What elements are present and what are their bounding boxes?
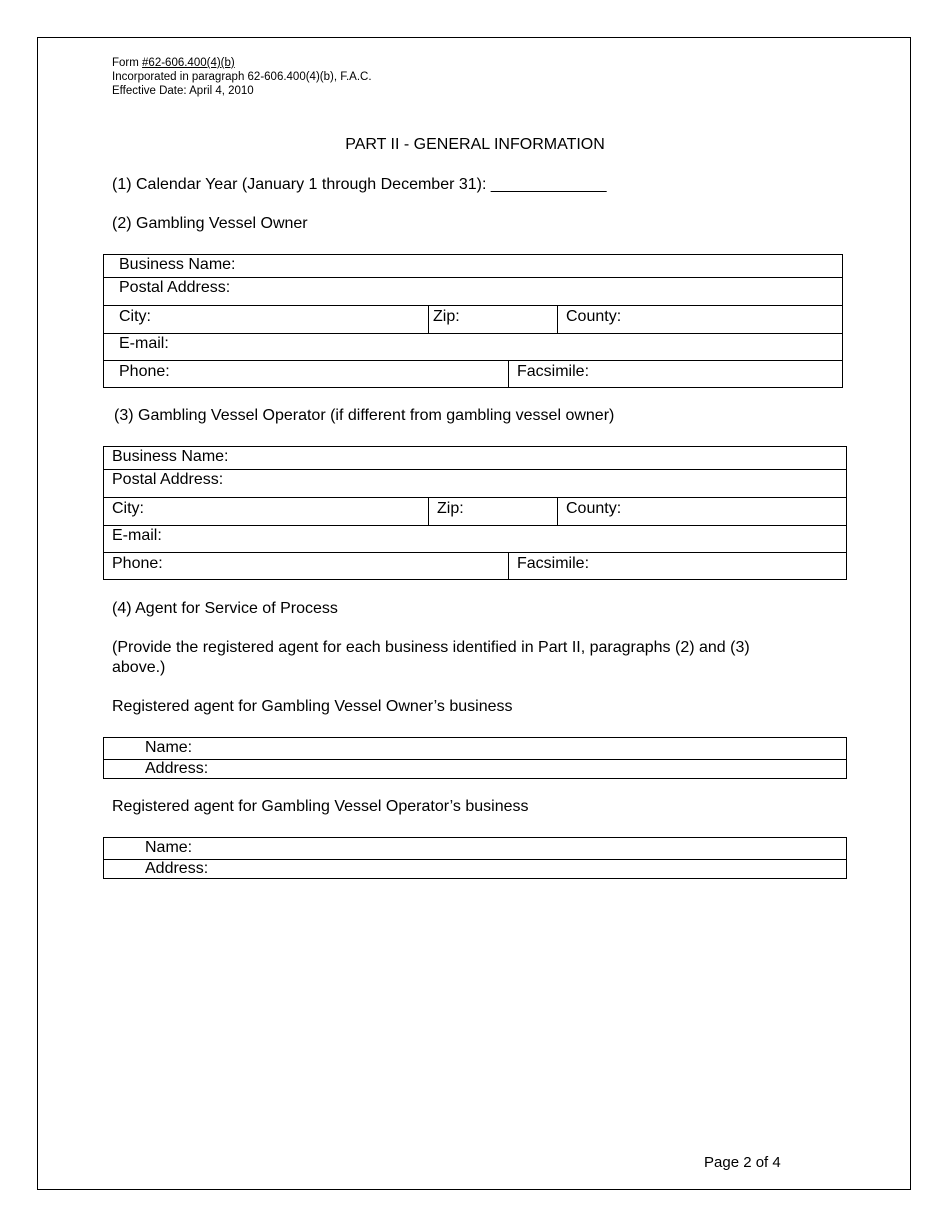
- owner-agent-heading: Registered agent for Gambling Vessel Owner’s business: [112, 698, 513, 715]
- owner-zip-label[interactable]: Zip:: [433, 308, 460, 325]
- owner-agent-table: [103, 737, 847, 779]
- agent-section-heading: (4) Agent for Service of Process: [112, 600, 338, 617]
- operator-business-name-label: Business Name:: [112, 448, 229, 465]
- owner-county-label[interactable]: County:: [566, 308, 622, 325]
- form-header: [112, 56, 372, 98]
- owner-agent-name-label: Name:: [145, 739, 193, 756]
- divider: [508, 361, 509, 387]
- page-number: Page 2 of 4: [704, 1154, 781, 1171]
- operator-section-heading: (3) Gambling Vessel Operator (if different from gambling vessel owner): [114, 407, 615, 424]
- operator-business-name-row[interactable]: [104, 447, 846, 469]
- operator-facsimile-label[interactable]: Facsimile:: [517, 555, 590, 572]
- operator-agent-address-label: Address:: [145, 860, 209, 877]
- owner-agent-address-label: Address:: [145, 760, 209, 777]
- owner-table: [103, 254, 843, 388]
- owner-phone-label[interactable]: Phone:: [119, 363, 170, 380]
- operator-phone-row: [104, 552, 846, 579]
- calendar-year-field[interactable]: (1) Calendar Year (January 1 through December 31): _____________: [112, 176, 607, 193]
- operator-phone-label[interactable]: Phone:: [112, 555, 163, 572]
- operator-agent-table: [103, 837, 847, 879]
- agent-instruction-line1: (Provide the registered agent for each business identified in Part II, paragraphs (2) and (3): [112, 639, 750, 656]
- owner-agent-name-row[interactable]: [104, 738, 846, 759]
- divider: [557, 498, 558, 525]
- owner-business-name-label: Business Name:: [119, 256, 236, 273]
- owner-phone-row: [104, 360, 842, 387]
- owner-postal-address-row[interactable]: [104, 277, 842, 305]
- operator-city-label[interactable]: City:: [112, 500, 144, 517]
- form-number: #62-606.400(4)(b): [142, 57, 235, 69]
- form-number-line: Form #62-606.400(4)(b): [112, 57, 235, 69]
- owner-facsimile-label[interactable]: Facsimile:: [517, 363, 590, 380]
- divider: [428, 306, 429, 333]
- operator-table: [103, 446, 847, 580]
- owner-business-name-row[interactable]: [104, 255, 842, 277]
- owner-city-row: [104, 305, 842, 333]
- operator-postal-address-label: Postal Address:: [112, 471, 224, 488]
- incorporated-line: Incorporated in paragraph 62-606.400(4)(b), F.A.C.: [112, 71, 372, 83]
- operator-agent-address-row[interactable]: [104, 859, 846, 878]
- divider: [508, 553, 509, 579]
- operator-agent-heading: Registered agent for Gambling Vessel Operator’s business: [112, 798, 529, 815]
- owner-postal-address-label: Postal Address:: [119, 279, 231, 296]
- operator-agent-name-label: Name:: [145, 839, 193, 856]
- operator-postal-address-row[interactable]: [104, 469, 846, 497]
- operator-city-row: [104, 497, 846, 525]
- owner-section-heading: (2) Gambling Vessel Owner: [112, 215, 308, 232]
- operator-email-label: E-mail:: [112, 527, 162, 544]
- operator-county-label[interactable]: County:: [566, 500, 622, 517]
- owner-city-label[interactable]: City:: [119, 308, 151, 325]
- operator-agent-name-row[interactable]: [104, 838, 846, 859]
- page-title: PART II - GENERAL INFORMATION: [345, 136, 605, 153]
- owner-agent-address-row[interactable]: [104, 759, 846, 778]
- operator-email-row[interactable]: [104, 525, 846, 552]
- owner-email-row[interactable]: [104, 333, 842, 360]
- divider: [428, 498, 429, 525]
- effective-date: Effective Date: April 4, 2010: [112, 85, 254, 97]
- divider: [557, 306, 558, 333]
- operator-zip-label[interactable]: Zip:: [437, 500, 464, 517]
- owner-email-label: E-mail:: [119, 335, 169, 352]
- agent-instruction-line2: above.): [112, 659, 166, 676]
